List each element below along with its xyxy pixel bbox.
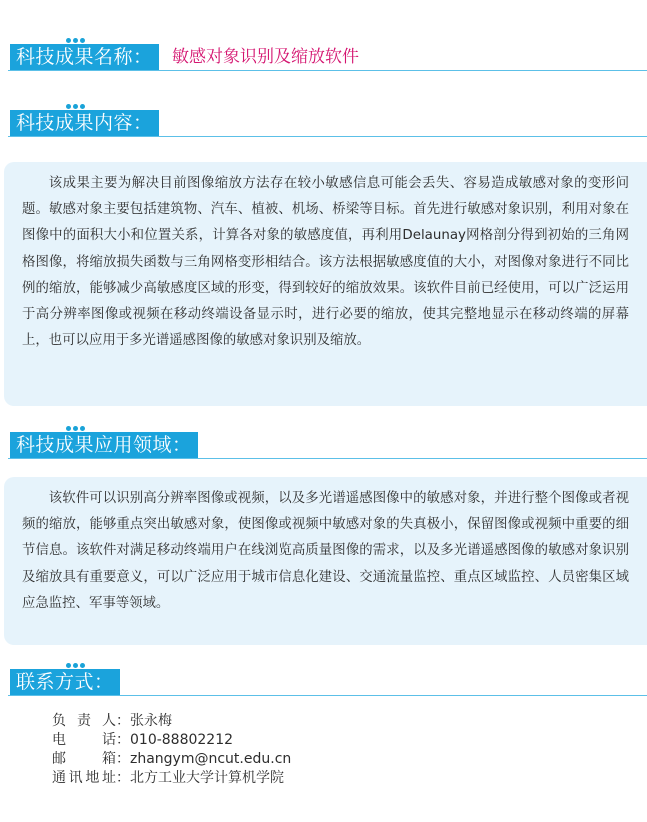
content-panel bbox=[4, 162, 647, 406]
contact-row-phone bbox=[52, 731, 291, 750]
contact-separator: ： bbox=[116, 751, 130, 767]
contact-value: zhangym@ncut.edu.cn bbox=[130, 751, 292, 767]
section-header-application bbox=[8, 426, 647, 462]
achievement-title: 敏感对象识别及缩放软件 bbox=[172, 47, 359, 67]
contact-label: 邮 箱 bbox=[52, 751, 116, 767]
contact-value: 北方工业大学计算机学院 bbox=[130, 770, 284, 786]
section-label-content: 科技成果内容： bbox=[10, 110, 159, 136]
section-label-application: 科技成果应用领域： bbox=[10, 432, 198, 458]
contact-row-person bbox=[52, 712, 291, 731]
contact-value: 010-88802212 bbox=[130, 732, 234, 748]
section-header-contact bbox=[8, 663, 647, 699]
section-rule bbox=[8, 458, 647, 459]
section-label-name: 科技成果名称： bbox=[10, 44, 159, 70]
content-paragraph: 该成果主要为解决目前图像缩放方法存在较小敏感信息可能会丢失、容易造成敏感对象的变形问题。敏感对象主要包括建筑物、汽车、植被、机场、桥梁等目标。首先进行敏感对象识别，利用对象在图像中的面积大小和位置关系，计算各对象的敏感度值，再利用Delaunay网格剖分得到初始的三角网格图像，将缩放损失函数与三角网格变形相结合。该方法根据敏感度值的大小，对图像对象进行不同比例的缩放，能够减少高敏感度区域的形变，得到较好的缩放效果。该软件目前已经使用，可以广泛运用于高分辨率图像或视频在移动终端设备显示时，进行必要的缩放，使其完整地显示在移动终端的屏幕上，也可以应用于多光谱遥感图像的敏感对象识别及缩放。 bbox=[22, 176, 629, 349]
section-label-contact: 联系方式： bbox=[10, 669, 120, 695]
contact-row-address bbox=[52, 769, 291, 788]
contact-value: 张永梅 bbox=[130, 713, 172, 729]
section-rule bbox=[8, 70, 647, 71]
contact-separator: ： bbox=[116, 732, 130, 748]
contact-list bbox=[52, 712, 291, 788]
application-paragraph: 该软件可以识别高分辨率图像或视频，以及多光谱遥感图像中的敏感对象，并进行整个图像或者视频的缩放，能够重点突出敏感对象，使图像或视频中敏感对象的失真极小，保留图像或视频中重要的细节信息。该软件对满足移动终端用户在线浏览高质量图像的需求，以及多光谱遥感图像的敏感对象识别及缩放具有重要意义，可以广泛应用于城市信息化建设、交通流量监控、重点区域监控、人员密集区域应急监控、军事等领域。 bbox=[22, 491, 629, 611]
section-rule bbox=[8, 136, 647, 137]
section-rule bbox=[8, 695, 647, 696]
contact-label: 负责人 bbox=[52, 713, 116, 729]
contact-label: 通讯地址 bbox=[52, 770, 116, 786]
contact-separator: ： bbox=[116, 713, 130, 729]
application-panel bbox=[4, 477, 647, 645]
contact-separator: ： bbox=[116, 770, 130, 786]
section-header-content bbox=[8, 104, 647, 140]
contact-row-email bbox=[52, 750, 291, 769]
contact-label: 电 话 bbox=[52, 732, 116, 748]
section-header-name bbox=[8, 38, 647, 74]
